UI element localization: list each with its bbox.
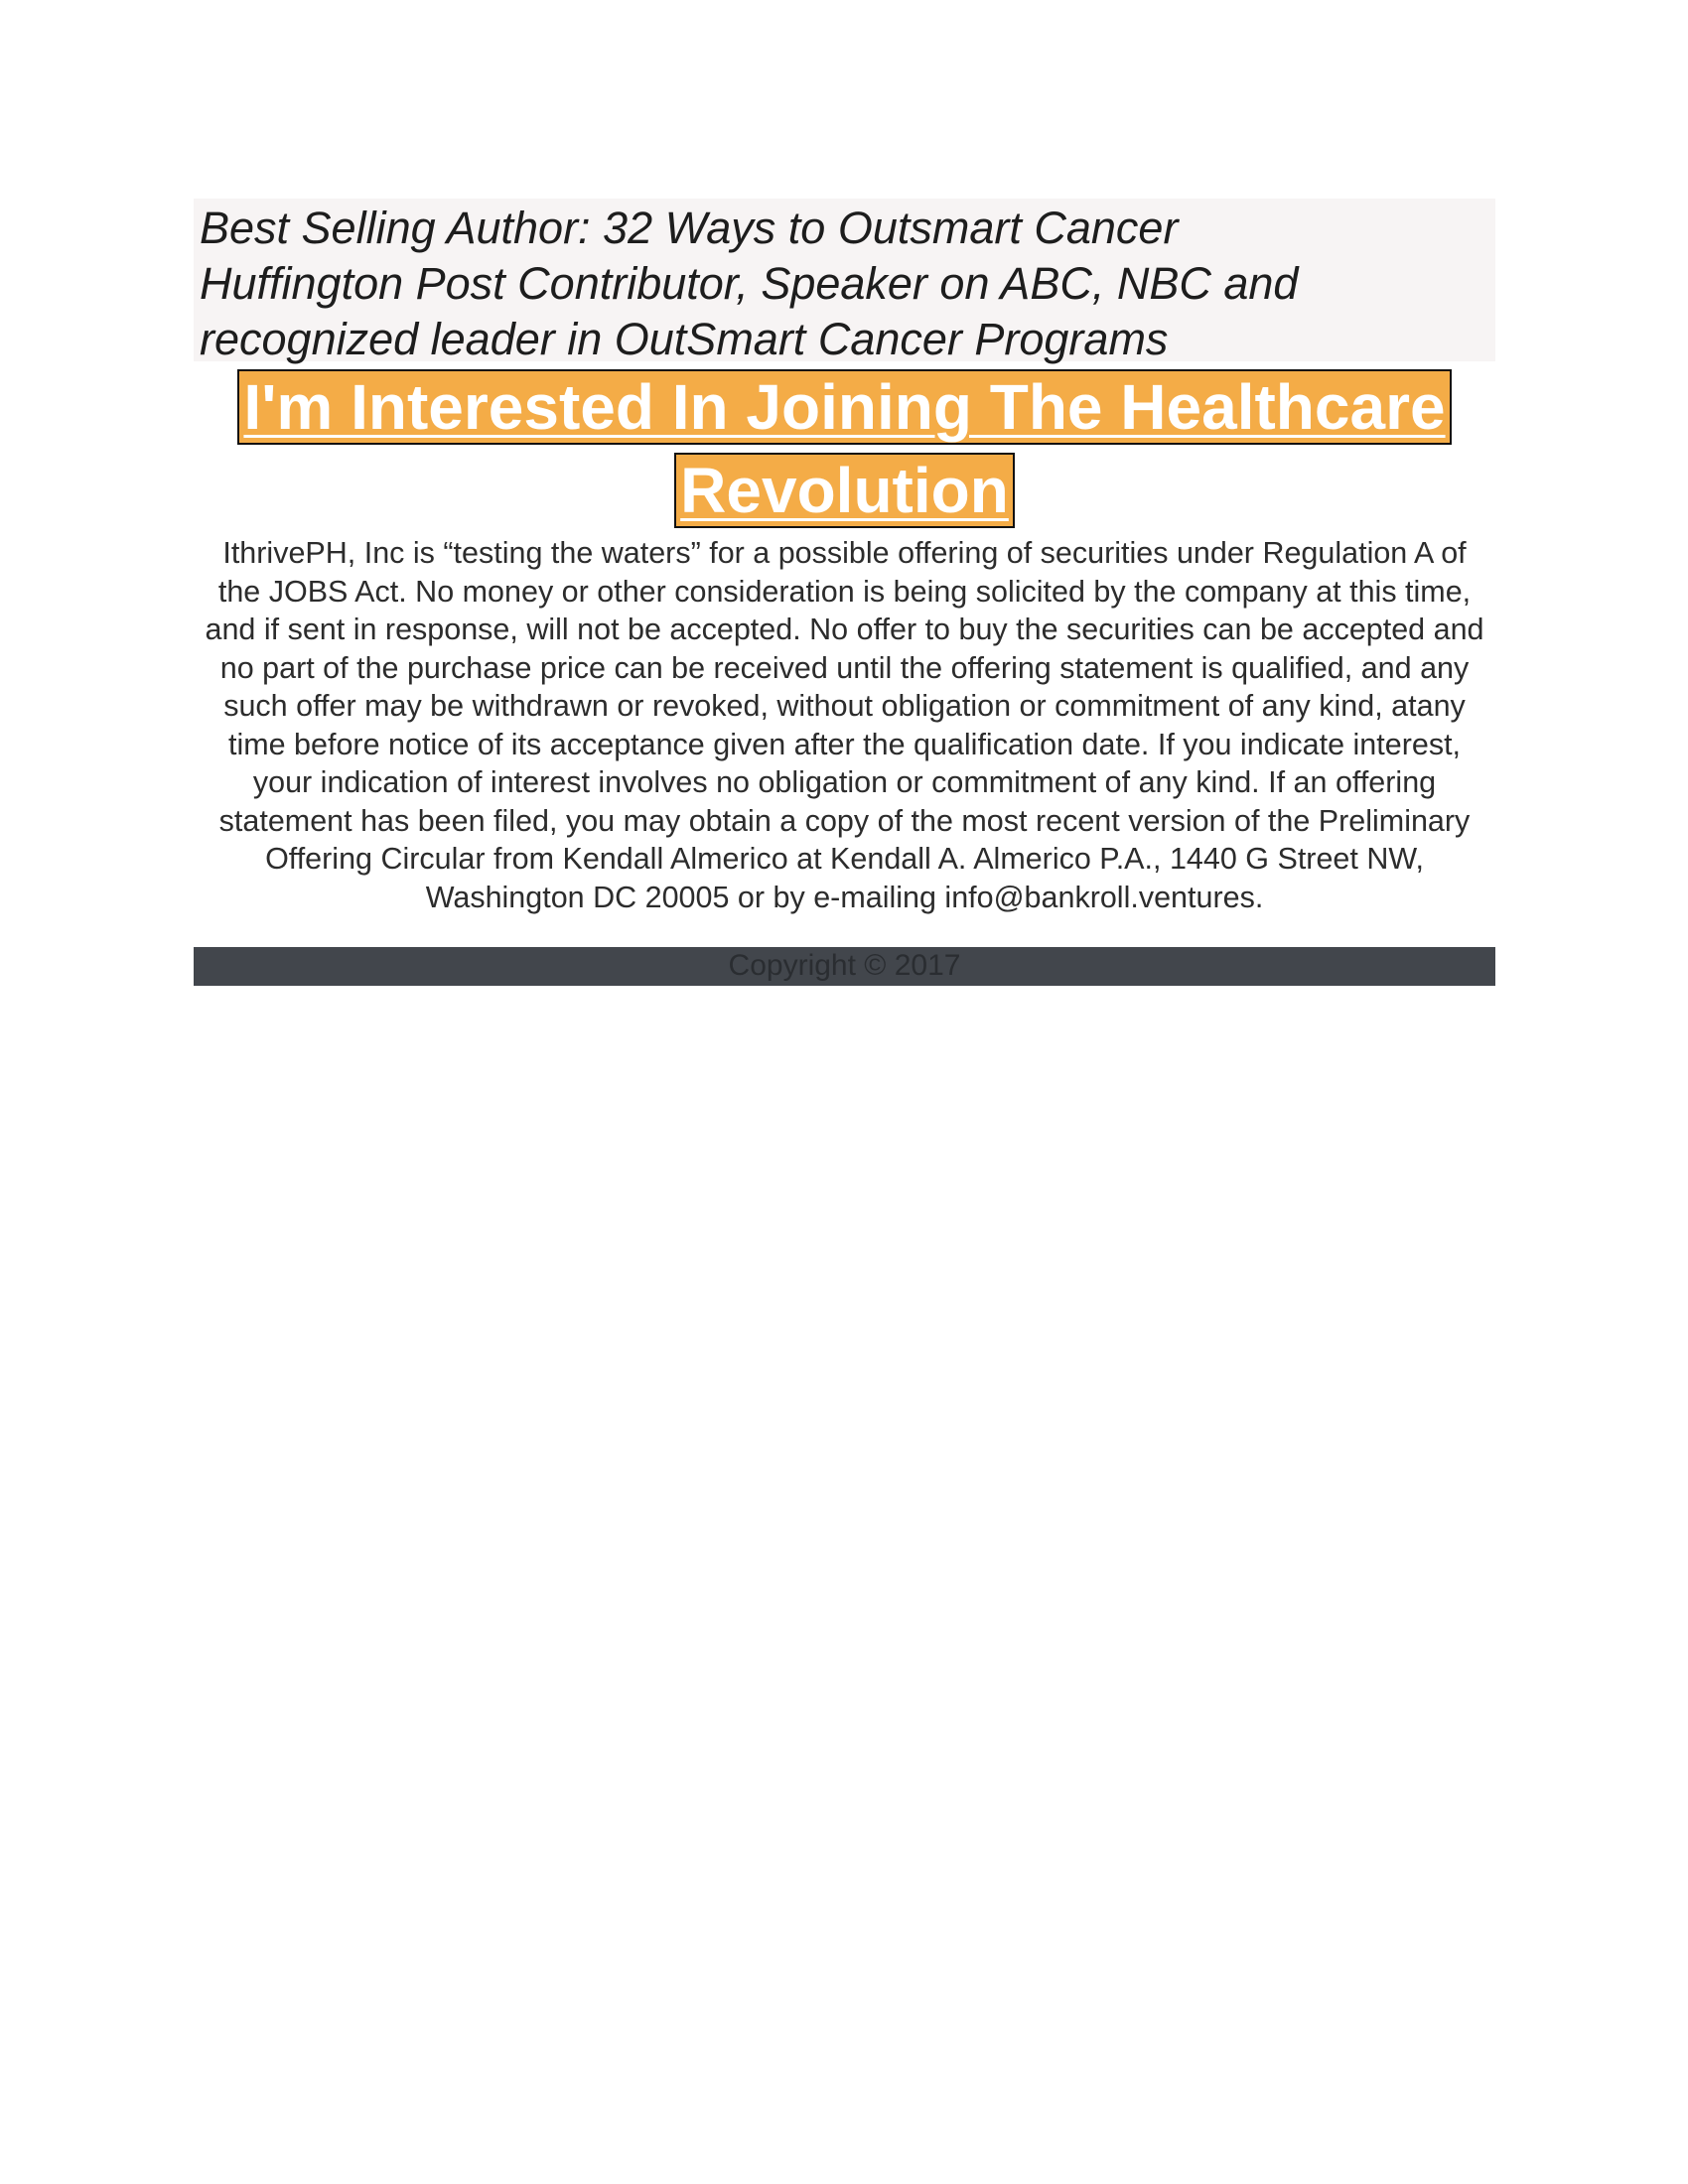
bio-line-2: Huffington Post Contributor, Speaker on ABC, NBC and	[200, 258, 1299, 309]
cta-container	[194, 365, 1495, 532]
page-content	[194, 199, 1495, 986]
bio-line-3: recognized leader in OutSmart Cancer Programs	[200, 314, 1169, 364]
copyright-text: Copyright © 2017	[728, 948, 961, 982]
author-bio	[194, 199, 1495, 364]
footer-bar	[194, 947, 1495, 986]
bio-line-1: Best Selling Author: 32 Ways to Outsmart Cancer	[200, 203, 1179, 253]
securities-disclaimer: IthrivePH, Inc is “testing the waters” for a possible offering of securities under Regulation A of the JOBS Act. No money or other consideration is being solicited by the company at this time, and if sent in response, will not be accepted. No offer to buy the securities can be accepted and no part of the purchase price can be received until the offering statement is qualified, and any such offer may be withdrawn or revoked, without obligation or commitment of any kind, atany time before notice of its acceptance given after the qualification date. If you indicate interest, your indication of interest involves no obligation or commitment of any kind. If an offering statement has been filed, you may obtain a copy of the most recent version of the Preliminary Offering Circular from Kendall Almerico at Kendall A. Almerico P.A., 1440 G Street NW, Washington DC 20005 or by e-mailing info@bankroll.ventures.	[205, 536, 1484, 914]
join-revolution-link[interactable]: I'm Interested In Joining The Healthcare Revolution	[239, 371, 1449, 526]
